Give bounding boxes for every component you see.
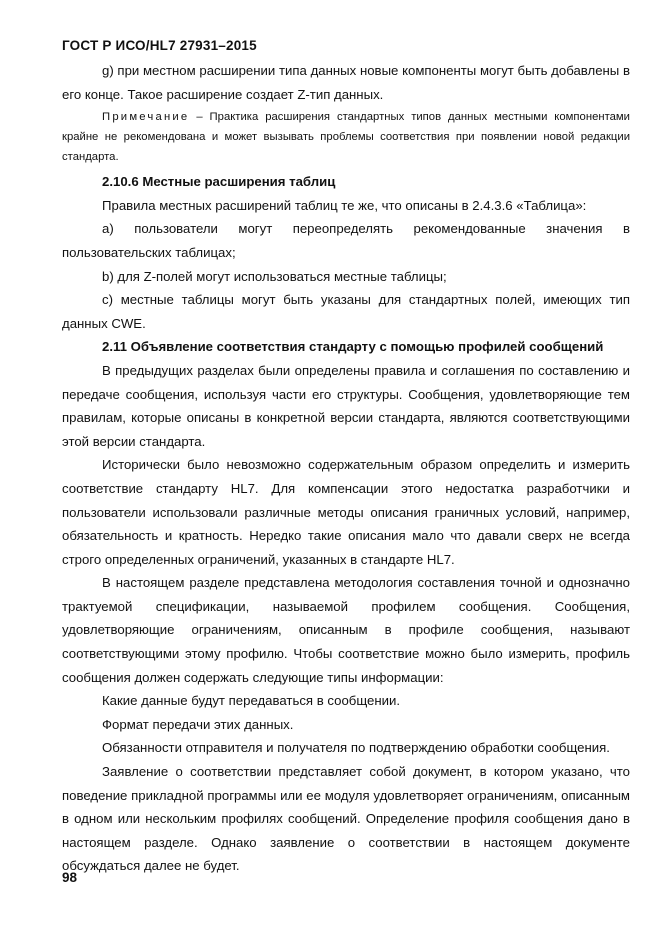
paragraph-4: Какие данные будут передаваться в сообщении.	[102, 693, 401, 709]
section-heading-2-10-6: 2.10.6 Местные расширения таблиц	[102, 174, 336, 190]
list-item-c: c) местные таблицы могут быть указаны для стандартных полей, имеющих тип данных CWE.	[62, 292, 630, 331]
note-text: – Практика расширения стандартных типов данных местными компонентами крайне не рекомендована и может вызывать проблемы соответствия при появлении новой редакции стандарта.	[62, 111, 630, 164]
list-item-b: b) для Z-полей могут использоваться местные таблицы;	[102, 268, 447, 284]
page-header: ГОСТ Р ИСО/HL7 27931–2015	[62, 38, 257, 53]
paragraph-2: Исторически было невозможно содержательным образом определить и измерить соответствие стандарту HL7. Для компенсации этого недостатка разработчики и пользователи использовали различные методы описания граничных условий, например, обязательность и кратность. Нередко такие описания мало что давали сверх не всегда строго определенных ограничений, указанных в стандарте HL7.	[62, 457, 630, 567]
paragraph-7: Заявление о соответствии представляет собой документ, в котором указано, что поведение прикладной программы или ее модуля удовлетворяет ограничениям, описанным в одном или нескольким профилях сообщений. Определение профиля сообщения дано в настоящем разделе. Однако заявление о соответствии в настоящем документе обсуждаться далее не будет.	[62, 764, 630, 874]
list-item-g: g) при местном расширении типа данных новые компоненты могут быть добавлены в его конце. Такое расширение создает Z-тип данных.	[62, 63, 630, 102]
list-item-a: а) пользователи могут переопределять рекомендованные значения в пользовательских таблицах;	[62, 221, 630, 260]
page-body	[62, 59, 630, 878]
note-label: Примечание	[102, 111, 190, 124]
section-heading-2-11: 2.11 Объявление соответствия стандарту с помощью профилей сообщений	[102, 339, 604, 355]
paragraph-1: В предыдущих разделах были определены правила и соглашения по составлению и передаче сообщения, используя части его структуры. Сообщения, удовлетворяющие тем правилам, которые описаны в конкретной версии стандарта, являются соответствующими этой версии стандарта.	[62, 362, 630, 449]
paragraph-rules: Правила местных расширений таблиц те же, что описаны в 2.4.3.6 «Таблица»:	[102, 197, 587, 213]
page-number: 98	[62, 870, 78, 885]
paragraph-3: В настоящем разделе представлена методология составления точной и однозначно трактуемой спецификации, называемой профилем сообщения. Сообщения, удовлетворяющие ограничениям, описанным в профиле сообщения, называют соответствующими этому профилю. Чтобы соответствие можно было измерить, профиль сообщения должен содержать следующие типы информации:	[62, 575, 630, 685]
paragraph-5: Формат передачи этих данных.	[102, 716, 294, 732]
paragraph-6: Обязанности отправителя и получателя по подтверждению обработки сообщения.	[102, 740, 610, 756]
note-paragraph	[62, 107, 630, 167]
